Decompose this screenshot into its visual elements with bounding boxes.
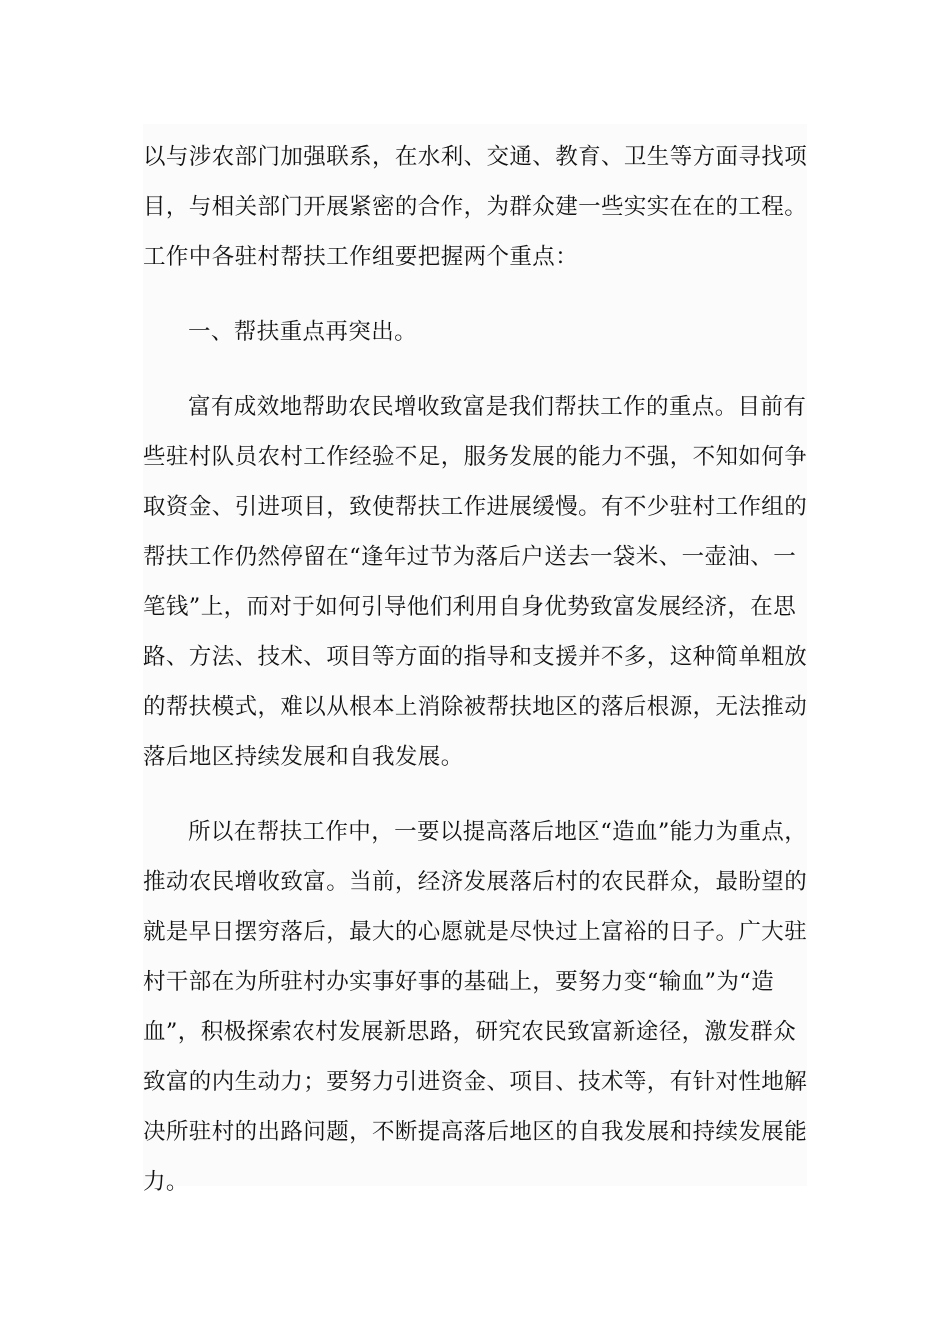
- paragraph1-line: 取资金、引进项目，致使帮扶工作进展缓慢。有不少驻村工作组的: [143, 494, 808, 520]
- paragraph2-line: 血”，积极探索农村发展新思路，研究农民致富新途径，激发群众: [143, 1019, 797, 1045]
- paragraph-gap: [143, 782, 807, 807]
- document-text-block: [143, 124, 808, 1195]
- paragraph1-line: 富有成效地帮助农民增收致富是我们帮扶工作的重点。目前有: [188, 394, 807, 420]
- paragraph1-line: 些驻村队员农村工作经验不足，服务发展的能力不强，不知如何争: [143, 444, 808, 470]
- intro-line: 以与涉农部门加强联系，在水利、交通、教育、卫生等方面寻找项: [143, 144, 808, 170]
- paragraph1-line: 落后地区持续发展和自我发展。: [143, 744, 464, 770]
- paragraph1-line: 笔钱”上，而对于如何引导他们利用自身优势致富发展经济，在思: [143, 594, 797, 620]
- paragraph2-line: 所以在帮扶工作中，一要以提高落后地区“造血”能力为重点，: [188, 819, 808, 845]
- paragraph-gap: [143, 357, 807, 382]
- paragraph2-line: 致富的内生动力；要努力引进资金、项目、技术等，有针对性地解: [143, 1069, 808, 1095]
- paragraph1-line: 帮扶工作仍然停留在“逢年过节为落后户送去一袋米、一壶油、一: [143, 544, 797, 570]
- paragraph2-line: 推动农民增收致富。当前，经济发展落后村的农民群众，最盼望的: [143, 869, 808, 895]
- paragraph2-line: 村干部在为所驻村办实事好事的基础上，要努力变“输血”为“造: [143, 969, 775, 995]
- paragraph1-line: 路、方法、技术、项目等方面的指导和支援并不多，这种简单粗放: [143, 644, 808, 670]
- paragraph-gap: [143, 282, 807, 307]
- paragraph2-line: 决所驻村的出路问题，不断提高落后地区的自我发展和持续发展能: [143, 1119, 808, 1145]
- paragraph1-line: 的帮扶模式，难以从根本上消除被帮扶地区的落后根源，无法推动: [143, 694, 808, 720]
- paragraph2-line: 就是早日摆穷落后，最大的心愿就是尽快过上富裕的日子。广大驻: [143, 919, 808, 945]
- intro-line: 工作中各驻村帮扶工作组要把握两个重点：: [143, 244, 579, 270]
- intro-line: 目，与相关部门开展紧密的合作，为群众建一些实实在在的工程。: [143, 194, 808, 220]
- paragraph2-line: 力。: [143, 1169, 189, 1195]
- section-heading: 一、帮扶重点再突出。: [188, 319, 418, 345]
